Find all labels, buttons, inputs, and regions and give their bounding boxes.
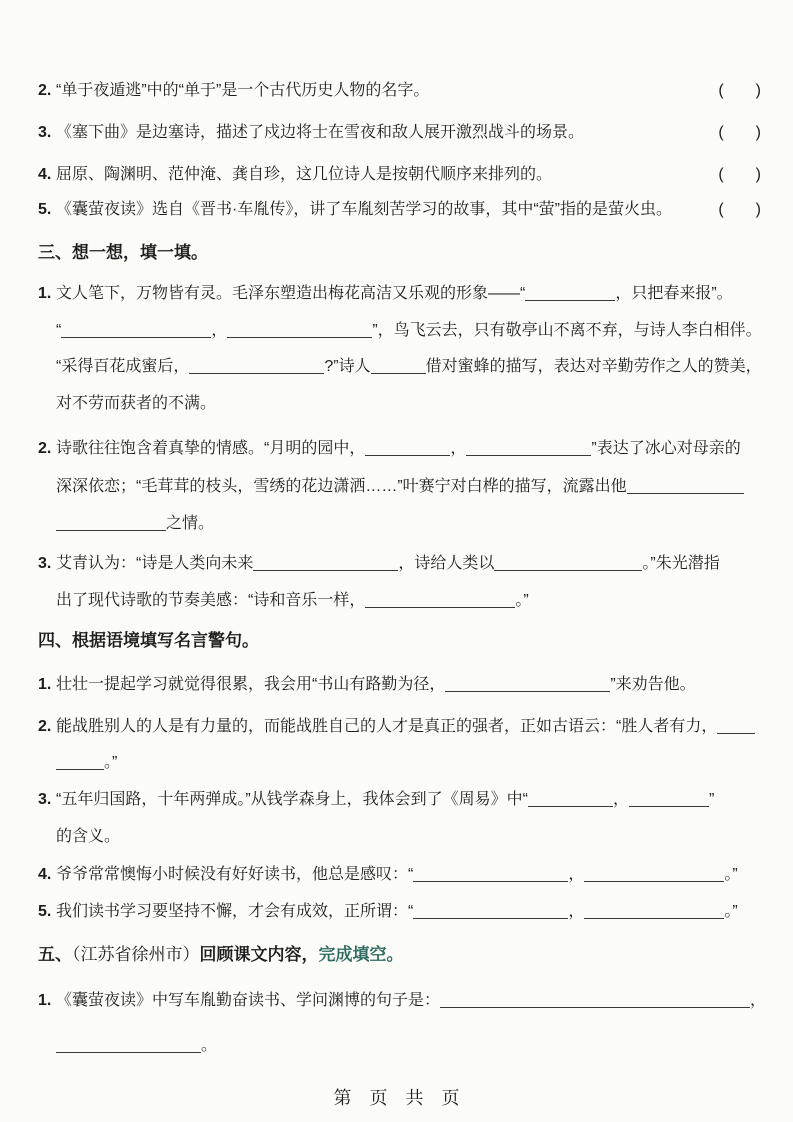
true-false-item (38, 78, 765, 103)
fill-in-blank (584, 904, 724, 919)
text-segment: ”表达了冰心对母亲的 (591, 440, 741, 457)
question-line (38, 862, 765, 887)
text-segment: 四、根据语境填写名言警句。 (38, 631, 259, 650)
fill-in-blank (584, 867, 724, 882)
text-segment: 深深依恋；“毛茸茸的枝头，雪绣的花边潇洒……”叶赛宁对白桦的描写，流露出他 (56, 478, 627, 495)
question-line (38, 318, 765, 343)
fill-in-blank (61, 323, 211, 338)
text-segment: 完成填空。 (318, 945, 404, 964)
text-segment: 屈原、陶渊明、范仲淹、龚自珍，这几位诗人是按朝代顺序来排列的。 (56, 166, 553, 183)
question-number: 5. (38, 201, 52, 218)
text-segment: ?”诗人 (324, 358, 371, 375)
text-segment: ， (568, 866, 585, 883)
fill-in-blank (413, 867, 568, 882)
worksheet-body (38, 78, 765, 1058)
text-segment: 三、想一想，填一填。 (38, 243, 208, 262)
question-number: 5. (38, 903, 52, 920)
text-segment: 爷爷常常懊悔小时候没有好好读书，他总是感叹：“ (56, 866, 414, 883)
question-number: 2. (38, 718, 52, 735)
answer-bracket: ( ) (718, 124, 761, 141)
fill-in-blank (365, 593, 515, 608)
text-segment: ”来劝告他。 (610, 676, 696, 693)
text-segment: 。” (515, 592, 529, 609)
question-number: 3. (38, 124, 52, 141)
question-line (38, 1033, 765, 1058)
text-segment: 能战胜别人的人是有力量的，而能战胜自己的人才是真正的强者，正如古语云：“胜人者有力， (56, 718, 718, 735)
true-false-item (38, 120, 765, 145)
text-segment: “单于夜遁逃”中的“单于”是一个古代历史人物的名字。 (56, 82, 430, 99)
text-segment: ， (750, 992, 767, 1009)
text-segment: ，只把春来报”。 (615, 285, 733, 302)
text-segment: 的含义。 (56, 828, 121, 845)
question-number: 1. (38, 676, 52, 693)
text-segment: “采得百花成蜜后， (56, 358, 190, 375)
question-line (38, 588, 765, 613)
text-segment: 出了现代诗歌的节奏美感：“诗和音乐一样， (56, 592, 366, 609)
question-line (38, 354, 765, 379)
text-segment: （江苏省徐州市） (72, 945, 200, 964)
fill-in-blank (629, 792, 709, 807)
text-segment: 。” (104, 754, 118, 771)
true-false-item (38, 197, 765, 222)
fill-in-blank (445, 677, 610, 692)
text-segment: 对不劳而获者的不满。 (56, 395, 217, 412)
fill-in-blank (56, 516, 166, 531)
text-segment: 壮壮一提起学习就觉得很累，我会用“书山有路勤为径， (56, 676, 446, 693)
section-heading (38, 240, 765, 266)
question-line (38, 899, 765, 924)
fill-in-blank (440, 993, 750, 1008)
text-segment: ， (211, 322, 228, 339)
question-number: 2. (38, 440, 52, 457)
question-line (38, 824, 765, 849)
text-segment: ， (450, 440, 467, 457)
fill-in-blank (717, 719, 755, 734)
fill-in-blank (525, 286, 615, 301)
text-segment: ，诗给人类以 (398, 555, 495, 572)
text-segment: 文人笔下，万物皆有灵。毛泽东塑造出梅花高洁又乐观的形象——“ (56, 285, 526, 302)
text-segment: 我们读书学习要坚持不懈，才会有成效，正所谓：“ (56, 903, 414, 920)
question-line (38, 474, 765, 499)
answer-bracket: ( ) (718, 166, 761, 183)
fill-in-blank (189, 359, 324, 374)
page-footer (0, 1084, 793, 1110)
text-segment: 《塞下曲》是边塞诗，描述了戍边将士在雪夜和敌人展开激烈战斗的场景。 (56, 124, 585, 141)
section-heading (38, 628, 765, 654)
fill-in-blank (371, 359, 426, 374)
true-false-item (38, 162, 765, 187)
fill-in-blank (627, 479, 744, 494)
fill-in-blank (494, 556, 642, 571)
text-segment: 五、 (38, 945, 72, 964)
question-number: 4. (38, 166, 52, 183)
question-line (38, 672, 765, 697)
question-number: 1. (38, 992, 52, 1009)
question-line (38, 436, 765, 461)
fill-in-blank (56, 1038, 201, 1053)
answer-bracket: ( ) (718, 201, 761, 218)
question-line (38, 281, 765, 306)
question-line (38, 511, 765, 536)
fill-in-blank (56, 755, 104, 770)
text-segment: “五年归国路，十年两弹成。”从钱学森身上，我体会到了《周易》中“ (56, 791, 528, 808)
fill-in-blank (466, 441, 591, 456)
text-segment: 。” (724, 903, 738, 920)
question-line (38, 787, 765, 812)
answer-bracket: ( ) (718, 82, 761, 99)
question-line (38, 391, 765, 416)
text-segment: 之情。 (166, 515, 215, 532)
text-segment: 借对蜜蜂的描写，表达对辛勤劳作之人的赞美， (425, 358, 762, 375)
text-segment: 。 (201, 1037, 218, 1054)
text-segment: ”，鸟飞云去，只有敬亭山不离不弃，与诗人李白相伴。 (372, 322, 762, 339)
question-line (38, 551, 765, 576)
text-segment: 。” (724, 866, 738, 883)
fill-in-blank (253, 556, 398, 571)
text-segment: 诗歌往往饱含着真挚的情感。“月明的园中， (56, 440, 366, 457)
question-line (38, 714, 765, 739)
text-segment: 艾青认为：“诗是人类向未来 (56, 555, 254, 572)
text-segment: “ (56, 322, 62, 339)
fill-in-blank (227, 323, 372, 338)
question-number: 2. (38, 82, 52, 99)
question-number: 3. (38, 791, 52, 808)
text-segment: 《囊萤夜读》选自《晋书·车胤传》，讲了车胤刻苦学习的故事，其中“萤”指的是萤火虫。 (56, 201, 672, 218)
question-line (38, 988, 765, 1013)
question-number: 4. (38, 866, 52, 883)
text-segment: 回顾课文内容， (199, 945, 319, 964)
text-segment: ， (613, 791, 630, 808)
section-heading (38, 942, 765, 968)
text-segment: 《囊萤夜读》中写车胤勤奋读书、学问渊博的句子是： (56, 992, 441, 1009)
fill-in-blank (365, 441, 450, 456)
page-footer-text: 第 页 共 页 (333, 1088, 460, 1108)
fill-in-blank (413, 904, 568, 919)
text-segment: ， (568, 903, 585, 920)
text-segment: 。”朱光潜指 (642, 555, 720, 572)
question-number: 3. (38, 555, 52, 572)
text-segment: ” (709, 791, 715, 808)
question-line (38, 750, 765, 775)
fill-in-blank (528, 792, 613, 807)
question-number: 1. (38, 285, 52, 302)
